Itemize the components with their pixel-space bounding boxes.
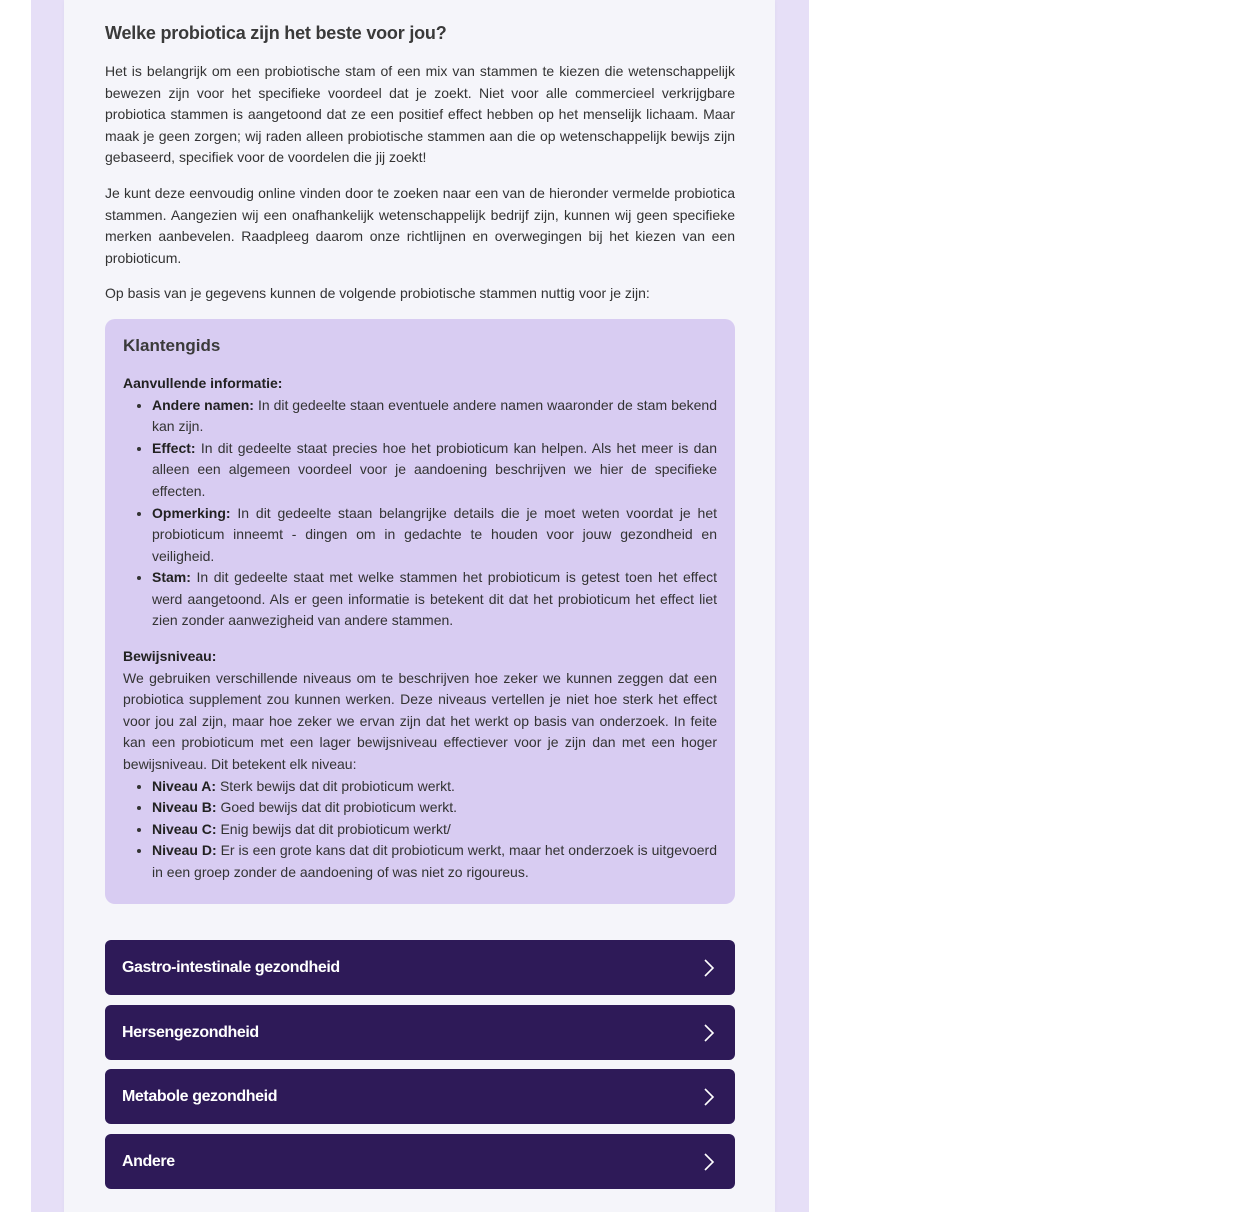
level-text: Enig bewijs dat dit probioticum werkt/	[220, 820, 451, 837]
accordion-label: Gastro-intestinale gezondheid	[122, 959, 340, 976]
main-content	[105, 20, 735, 904]
accordion-label: Andere	[122, 1153, 175, 1170]
info-item-strain	[152, 567, 717, 632]
accordion-other[interactable]	[105, 1134, 735, 1189]
level-text: Er is een grote kans dat dit probioticum werkt, maar het onderzoek is uitgevoerd in een groep zonder de aandoening of was niet zo rigoureus.	[152, 842, 718, 880]
search-paragraph: Je kunt deze eenvoudig online vinden door te zoeken naar een van de hieronder vermelde probiotica stammen. Aangezien wij een onafhankelijk wetenschappelijk bedrijf zijn, kunnen wij geen specifieke merken aanbevelen. Raadpleeg daarom onze richtlijnen en overwegingen bij het kiezen van een probioticum.	[105, 184, 735, 266]
level-item-b	[152, 797, 717, 819]
level-term: Niveau D:	[152, 842, 217, 859]
intro-paragraph: Het is belangrijk om een probiotische stam of een mix van stammen te kiezen die wetenschappelijk bewezen zijn voor het specifieke voordeel dat je zoekt. Niet voor alle commercieel verkrijgbare probiotica stammen is aangetoond dat ze een positief effect hebben op het menselijk lichaam. Maar maak je geen zorgen; wij raden alleen probiotische stammen aan die op wetenschappelijk bewijs zijn gebaseerd, specifiek voor de voordelen die jij zoekt!	[105, 63, 735, 166]
recommendation-paragraph: Op basis van je gegevens kunnen de volgende probiotische stammen nuttig voor je zijn:	[105, 285, 650, 302]
info-heading: Aanvullende informatie:	[123, 374, 283, 391]
level-term: Niveau C:	[152, 820, 217, 837]
info-item-effect	[152, 438, 717, 503]
info-term: Andere namen:	[152, 396, 254, 413]
chevron-right-icon	[703, 1023, 715, 1043]
accordion-label: Hersengezondheid	[122, 1024, 259, 1041]
accordion-label: Metabole gezondheid	[122, 1088, 278, 1105]
info-text: In dit gedeelte staat met welke stammen het probioticum is getest toen het effect werd aangetoond. Als er geen informatie is betekent dit dat het probioticum het effect liet zien zonder aanwezigheid van andere stammen.	[152, 569, 717, 629]
accordion-brain-health[interactable]	[105, 1005, 735, 1060]
accordion-gastro-intestinal[interactable]	[105, 940, 735, 995]
section-title: Welke probiotica zijn het beste voor jou?	[105, 23, 447, 43]
level-item-a	[152, 776, 717, 798]
info-term: Opmerking:	[152, 504, 231, 521]
level-item-d	[152, 840, 717, 883]
info-item-other-names	[152, 395, 717, 438]
info-text: In dit gedeelte staat precies hoe het probioticum kan helpen. Als het meer is dan alleen een algemeen voordeel voor je aandoening beschrijven we hier de specifieke effecten.	[152, 439, 718, 499]
info-item-note	[152, 503, 717, 568]
level-text: Sterk bewijs dat dit probioticum werkt.	[219, 777, 455, 794]
chevron-right-icon	[703, 958, 715, 978]
level-text: Goed bewijs dat dit probioticum werkt.	[220, 799, 458, 816]
info-term: Effect:	[152, 439, 196, 456]
customer-guide-box	[105, 319, 735, 904]
info-text: In dit gedeelte staan belangrijke details die je moet weten voordat je het probioticum inneemt - dingen om in gedachte te houden voor jouw gezondheid en veiligheid.	[152, 504, 717, 564]
info-text: In dit gedeelte staan eventuele andere namen waaronder de stam bekend kan zijn.	[152, 396, 717, 435]
chevron-right-icon	[703, 1152, 715, 1172]
chevron-right-icon	[703, 1087, 715, 1107]
evidence-text: We gebruiken verschillende niveaus om te beschrijven hoe zeker we kunnen zeggen dat een probiotica supplement zou kunnen werken. Deze niveaus vertellen je niet hoe sterk het effect voor jou zal zijn, maar hoe zeker we ervan zijn dat het werkt op basis van onderzoek. In feite kan een probioticum met een lager bewijsniveau effectiever voor je zijn dan met een hoger bewijsniveau. Dit betekent elk niveau:	[123, 669, 717, 773]
level-item-c	[152, 819, 717, 841]
guide-title: Klantengids	[123, 335, 221, 355]
level-term: Niveau A:	[152, 777, 217, 794]
evidence-level-list	[123, 776, 717, 884]
info-term: Stam:	[152, 569, 191, 586]
accordion-metabolic-health[interactable]	[105, 1069, 735, 1124]
level-term: Niveau B:	[152, 799, 217, 816]
info-list	[123, 395, 717, 633]
evidence-heading: Bewijsniveau:	[123, 648, 217, 665]
